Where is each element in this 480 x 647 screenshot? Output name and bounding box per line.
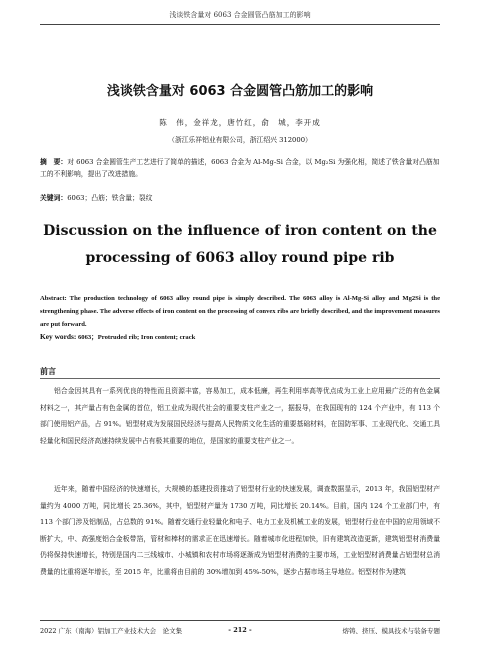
abstract-cn — [40, 156, 440, 180]
keywords-en-text: 6063；Protruded rib; Iron content; crack — [76, 334, 196, 341]
keywords-cn — [40, 192, 440, 202]
abstract-en — [40, 292, 440, 331]
paper-title-cn: 浅谈铁含量对 6063 合金圆管凸筋加工的影响 — [106, 84, 374, 99]
section-rule — [40, 378, 440, 379]
keywords-en — [40, 331, 440, 341]
section-heading: 前言 — [40, 367, 56, 376]
authors: 陈 伟，金祥龙，唐竹红，俞 城，李开成 — [159, 118, 321, 127]
paper-title-en: Discussion on the influence of iron content on the processing of 6063 alloy round pipe rib — [43, 223, 437, 266]
page-number: - 212 - — [228, 626, 252, 634]
affiliation: （浙江乐祥铝业有限公司，浙江绍兴 312000） — [168, 136, 312, 144]
keywords-cn-text: 6063；凸筋；铁含量；裂纹 — [67, 194, 153, 202]
running-head: 浅谈铁含量对 6063 合金圆管凸筋加工的影响 — [169, 11, 311, 19]
body-paragraph-1: 铝合金因其具有一系列优良的特性而且资源丰富，容易加工，成本低廉，再生利用率高等优点成为工业上应用最广泛的有色金属材料之一，其产量占有色金属的首位，铝工业成为现代社会的重要支柱产业之一，据报导，在我国现有的 124 个产业中，有 113 个部门使用铝产品，占 91%。铝型材成为发展国民经济与提高人民物质文化生活的重要基础材料，在国防军事、工业现代化、交通工具轻量化和国民经济高速持续发展中占有极其重要的地位，是国家的重要支柱产业之一。 — [40, 387, 440, 445]
abstract-en-text: The production technology of 6063 alloy round pipe is simply described. The 6063 alloy is Al-Mg-Si alloy and Mg2Si is the strengthening phase. The adverse effects of iron content on the processing of convex ribs are briefly described, and the improvement measures are put forward. — [40, 295, 440, 328]
header-rule — [40, 24, 440, 25]
abstract-cn-label: 摘 要： — [40, 158, 68, 166]
abstract-cn-text: 对 6063 合金圆管生产工艺进行了简单的描述，6063 合金为 Al-Mg-Si 合金，以 Mg₂Si 为强化相，简述了铁含量对凸筋加工的不利影响，提出了改进措施。 — [40, 158, 440, 178]
footer-topic: 熔铸、挤压、模具技术与装备专题 — [342, 627, 440, 635]
keywords-en-label: Key words: — [40, 332, 77, 341]
footer-proceedings: 2022 广东（南海）铝加工产业技术大会 论文集 — [40, 627, 183, 635]
keywords-cn-label: 关键词： — [40, 194, 68, 202]
footer-rule — [40, 620, 440, 621]
abstract-en-label: Abstract: — [40, 295, 67, 302]
body-paragraph-2: 近年来，随着中国经济的快速增长，大规模的基建投资推动了铝型材行业的快速发展，调查数据显示，2013 年，我国铝型材产量约为 4000 万吨，同比增长 25.36%，其中，铝型材产量为 1730 万吨，同比增长 20.14%。目前，国内 124 个工业部门中，有 113 个部门涉及铝制品，占总数的 91%。随着交通行业轻量化和电子、电力工业及机械工业的发展，铝型材行业在中国的应用领域不断扩大，中、高强度铝合金板带箔，管材和棒材的需求正在迅速增长。随着城市化进程加快，旧有建筑改造更新，建筑铝型材消费量仍将保持快速增长，特别是国内二三线城市、小城镇和农村市场将逐渐成为铝型材消费的主要市场，工业铝型材消费量占铝型材总消费量的比重将逐年增长，至 2015 年，比重将由目前的 30%增加到 45%-50%，逐步占据市场主导地位。铝型材作为建筑 — [40, 485, 440, 576]
